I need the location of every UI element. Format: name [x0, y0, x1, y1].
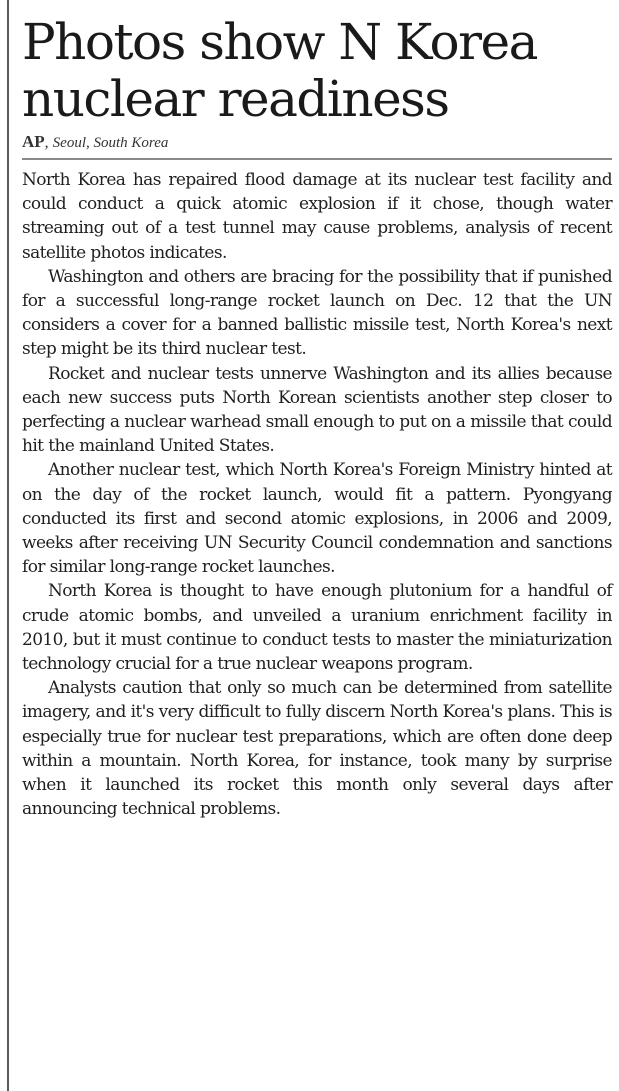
paragraph: Analysts caution that only so much can be determined from satellite imagery, and it's very difficult to fully discern North Korea's plans. This is especially true for nuclear test preparations, which are often done deep within a mountain. North Korea, for instance, took many by surprise when it launched its rocket this month only several days after announcing technical problems.	[22, 678, 612, 820]
article-body	[22, 168, 612, 821]
headline-line-1: Photos show N Korea	[22, 13, 537, 71]
news-agency: AP	[22, 132, 45, 151]
headline-divider	[22, 158, 612, 160]
paragraph: North Korea is thought to have enough plutonium for a handful of crude atomic bombs, and unveiled a uranium enrichment facility in 2010, but it must continue to conduct tests to master the miniaturization technology crucial for a true nuclear weapons program.	[22, 581, 612, 675]
headline-line-2: nuclear readiness	[22, 70, 449, 128]
paragraph: Washington and others are bracing for the possibility that if punished for a successful long-range rocket launch on Dec. 12 that the UN considers a cover for a banned ballistic missile test, North Korea's next step might be its third nuclear test.	[22, 266, 612, 360]
column-divider	[7, 0, 9, 1091]
dateline-location: Seoul, South Korea	[52, 135, 169, 151]
news-article	[22, 14, 612, 821]
paragraph: Another nuclear test, which North Korea's Foreign Ministry hinted at on the day of the rocket launch, would fit a pattern. Pyongyang conducted its first and second atomic explosions, in 2006 and 2009, weeks after receiving UN Security Council condemnation and sanctions for similar long-range rocket launches.	[22, 460, 612, 578]
paragraph: Rocket and nuclear tests unnerve Washington and its allies because each new success puts North Korean scientists another step closer to perfecting a nuclear warhead small enough to put on a missile that could hit the mainland United States.	[22, 363, 612, 457]
headline	[22, 14, 612, 128]
dateline: AP, Seoul, South Korea	[22, 132, 169, 151]
paragraph: North Korea has repaired flood damage at its nuclear test facility and could conduct a quick atomic explosion if it chose, though water streaming out of a test tunnel may cause problems, analysis of recent satellite photos indicates.	[22, 170, 612, 263]
